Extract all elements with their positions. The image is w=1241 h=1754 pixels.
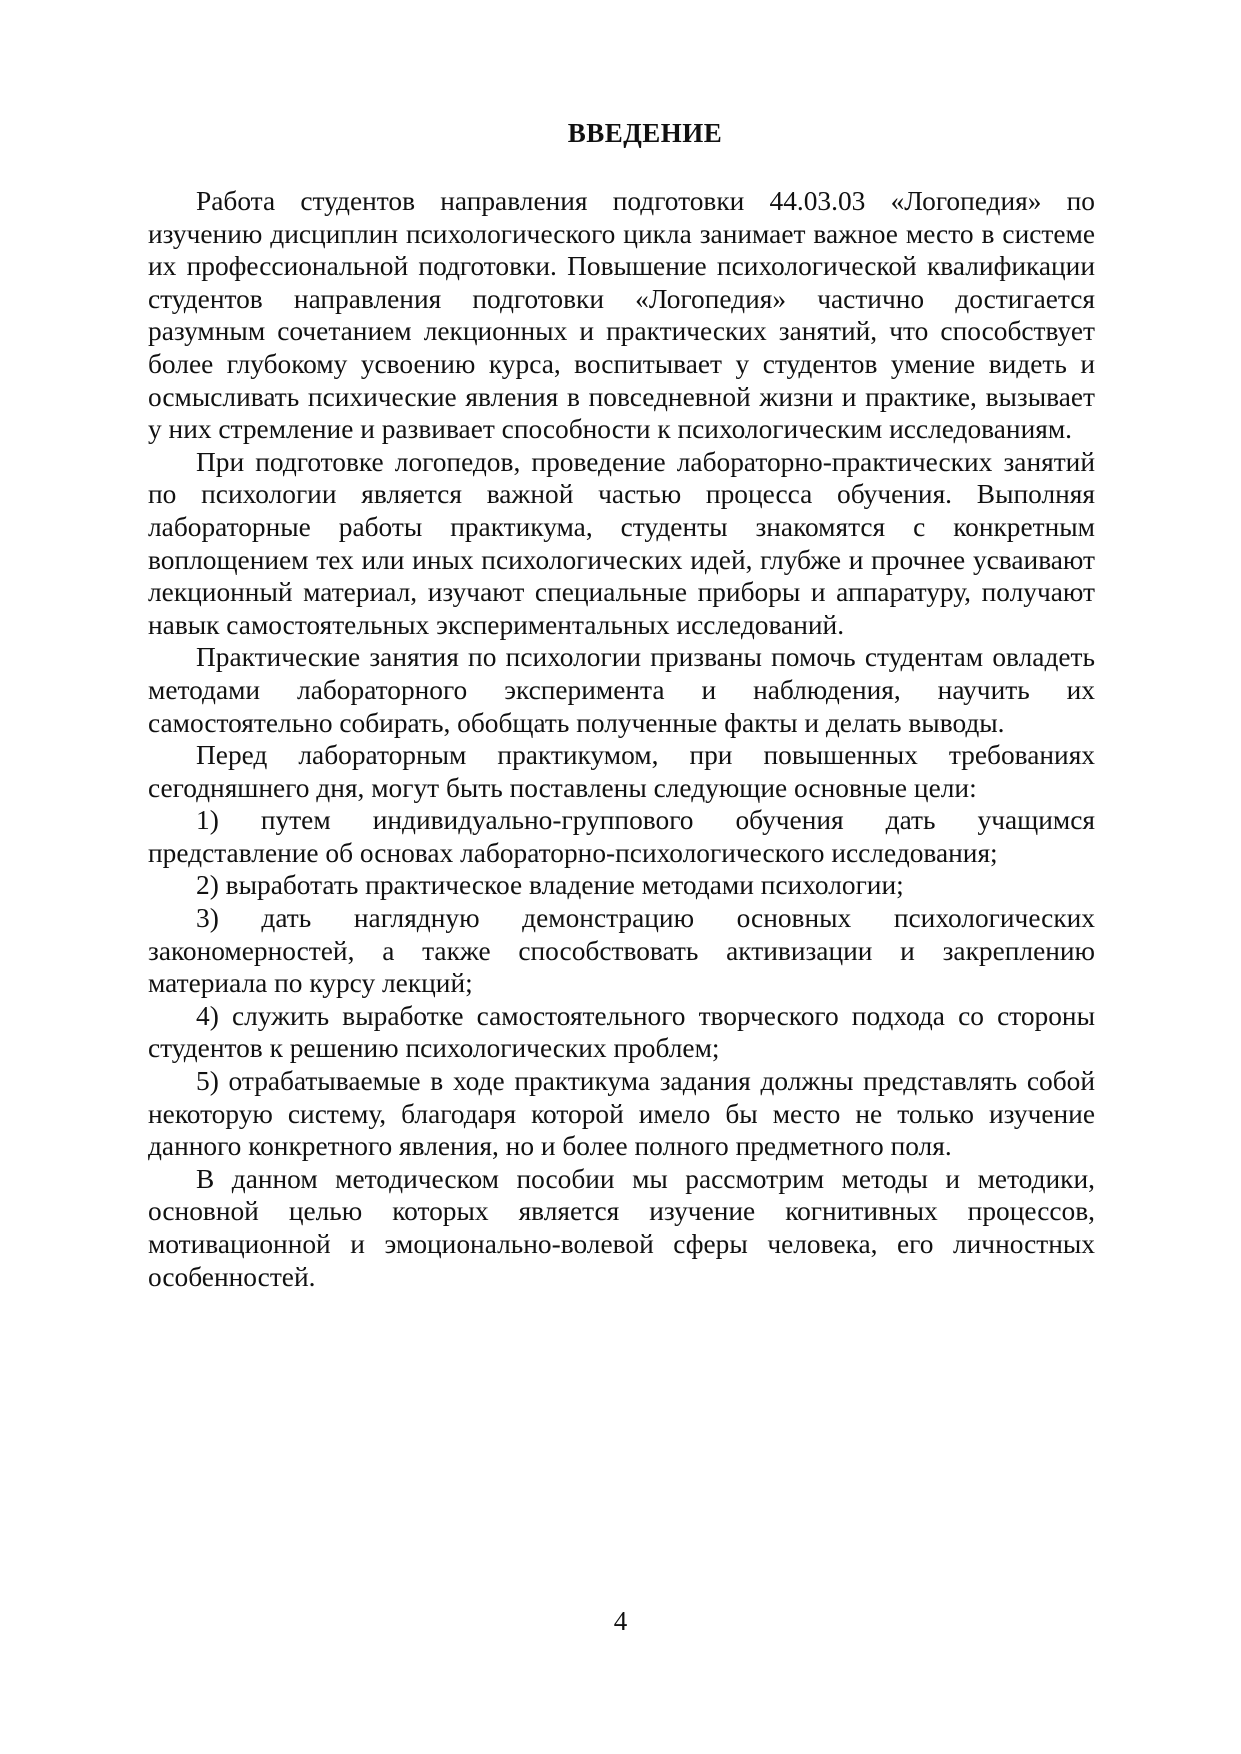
goal-item-5: 5) отрабатываемые в ходе практикума задания должны представлять собой некоторую систему, благодаря которой имело бы место не только изучение данного конкретного явления, но и более полного предметного поля. — [148, 1066, 1095, 1162]
paragraph-goals-intro: Перед лабораторным практикумом, при повышенных требованиях сегодняшнего дня, могут быть поставлены следующие основные цели: — [148, 740, 1095, 803]
paragraph-conclusion: В данном методическом пособии мы рассмотрим методы и методики, основной целью которых является изучение когнитивных процессов, мотивационной и эмоционально-волевой сферы человека, его личностных особенностей. — [148, 1163, 1095, 1292]
goal-item-3: 3) дать наглядную демонстрацию основных психологических закономерностей, а также способствовать активизации и закреплению материала по курсу лекций; — [148, 903, 1095, 999]
goal-item-1: 1) путем индивидуально-группового обучения дать учащимся представление об основах лабораторно-психологического исследования; — [148, 805, 1095, 868]
goal-item-2: 2) выработать практическое владение методами психологии; — [196, 870, 904, 901]
goal-item-4: 4) служить выработке самостоятельного творческого подхода со стороны студентов к решению психологических проблем; — [148, 1000, 1095, 1064]
section-heading: ВВЕДЕНИЕ — [567, 118, 723, 148]
paragraph-intro: Работа студентов направления подготовки 44.03.03 «Логопедия» по изучению дисциплин психологического цикла занимает важное место в системе их профессиональной подготовки. Повышение психологической квалификации студентов направления подготовки «Логопедия» частично достигается разумным сочетанием лекционных и практических занятий, что способствует более глубокому усвоению курса, воспитывает у студентов умение видеть и осмысливать психические явления в повседневной жизни и практике, вызывает у них стремление и развивает способности к психологическим исследованиям. — [148, 186, 1095, 445]
page-number: 4 — [613, 1606, 628, 1636]
paragraph-lab-classes: При подготовке логопедов, проведение лабораторно-практических занятий по психологии является важной частью процесса обучения. Выполняя лабораторные работы практикума, студенты знакомятся с конкретным воплощением тех или иных психологических идей, глубже и прочнее усваивают лекционный материал, изучают специальные приборы и аппаратуру, получают навык самостоятельных экспериментальных исследований. — [148, 446, 1095, 640]
body-text — [148, 185, 1095, 1293]
paragraph-practical-classes: Практические занятия по психологии призваны помочь студентам овладеть методами лабораторного эксперимента и наблюдения, научить их самостоятельно собирать, обобщать полученные факты и делать выводы. — [148, 642, 1095, 738]
